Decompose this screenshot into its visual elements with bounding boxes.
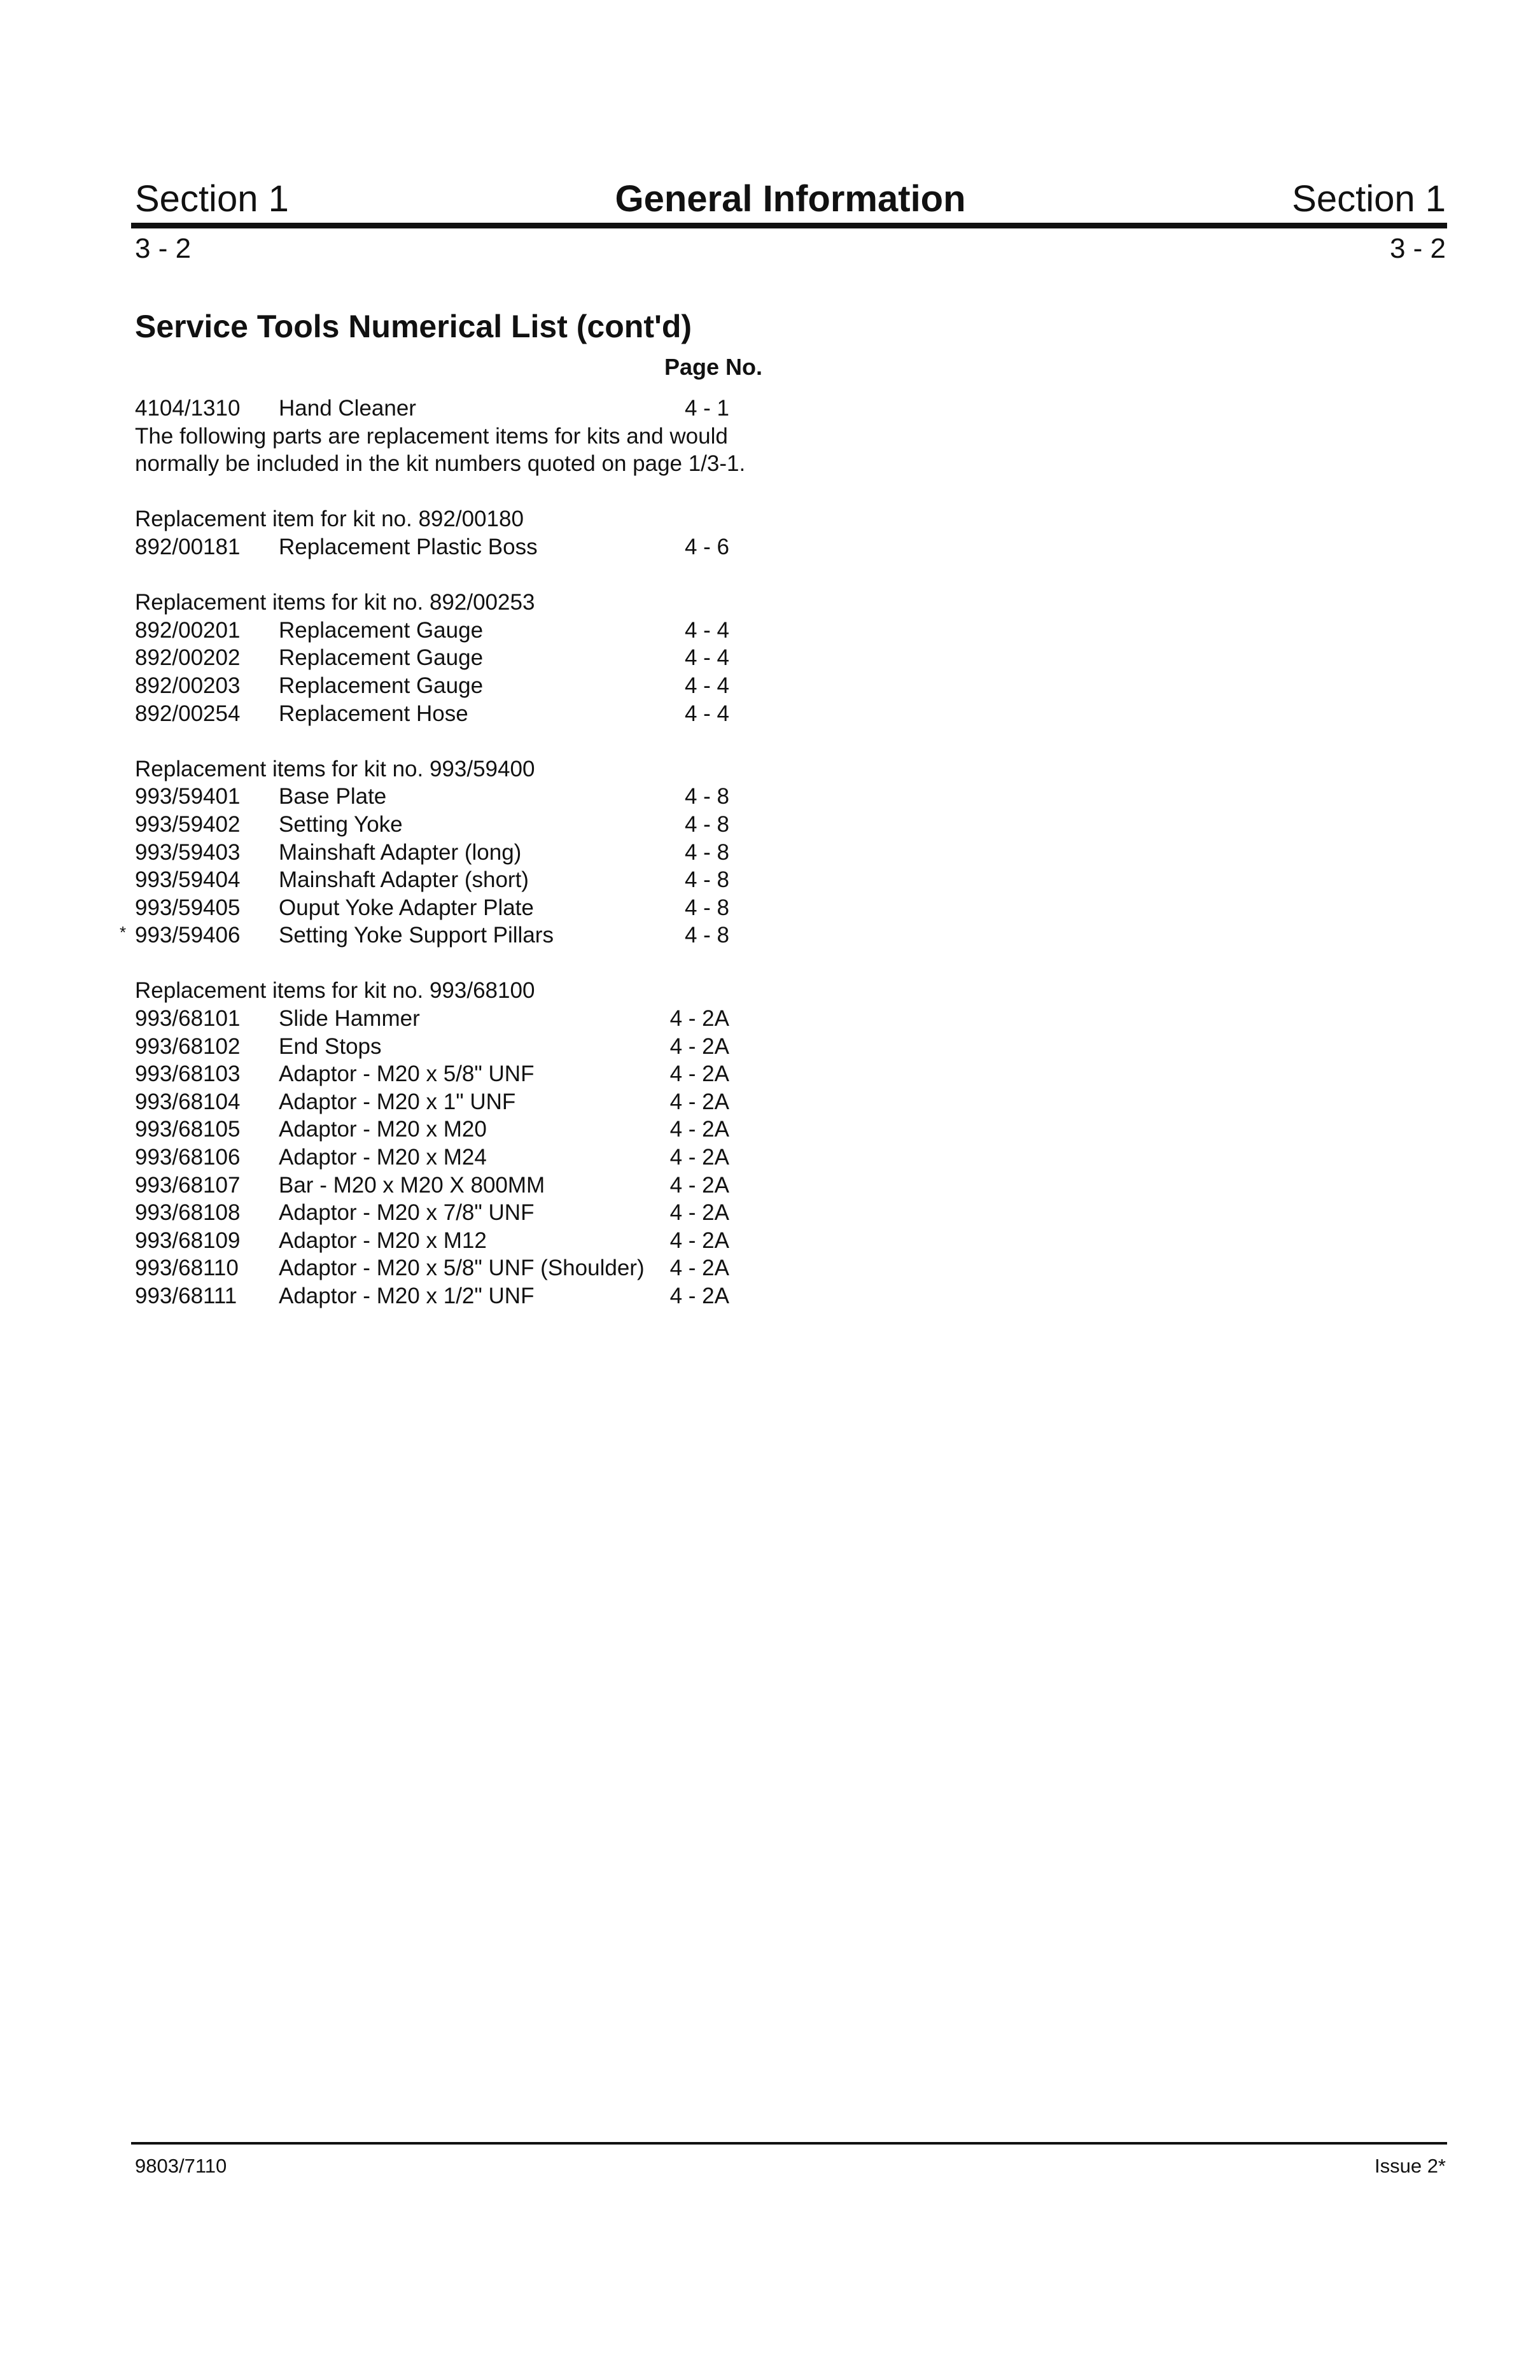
part-page: 4 - 4 bbox=[684, 701, 729, 726]
part-description: Replacement Plastic Boss bbox=[279, 534, 538, 559]
part-page: 4 - 2A bbox=[669, 1089, 729, 1114]
part-row bbox=[135, 1282, 771, 1310]
part-page: 4 - 4 bbox=[684, 645, 729, 671]
part-description: Setting Yoke Support Pillars bbox=[279, 923, 554, 948]
page-no-column-heading: Page No. bbox=[664, 354, 763, 380]
part-code: 993/68109 bbox=[135, 1228, 241, 1253]
part-description: Adaptor - M20 x 7/8" UNF bbox=[279, 1200, 535, 1226]
kit-group-heading: Replacement items for kit no. 993/68100 bbox=[135, 978, 535, 1004]
part-page: 4 - 2A bbox=[669, 1033, 729, 1059]
part-description: Setting Yoke bbox=[279, 811, 403, 837]
part-description: Base Plate bbox=[279, 784, 387, 809]
part-row bbox=[135, 1116, 771, 1144]
part-page: 4 - 2A bbox=[669, 1284, 729, 1308]
part-page: 4 - 8 bbox=[684, 867, 729, 893]
part-row bbox=[135, 783, 771, 811]
header-title: General Information bbox=[615, 178, 966, 220]
part-code: 993/68104 bbox=[135, 1089, 241, 1114]
part-row bbox=[135, 700, 771, 728]
part-code: 993/59406 bbox=[135, 923, 241, 948]
part-code: 892/00202 bbox=[135, 645, 241, 671]
part-description: Replacement Gauge bbox=[279, 673, 484, 698]
part-description: Replacement Gauge bbox=[279, 617, 484, 643]
part-page: 4 - 2A bbox=[669, 1145, 729, 1170]
kit-group-heading: Replacement items for kit no. 993/59400 bbox=[135, 756, 535, 781]
footer-issue: Issue 2* bbox=[1374, 2155, 1446, 2177]
part-row bbox=[135, 644, 771, 672]
part-page: 4 - 2A bbox=[669, 1172, 729, 1198]
part-description: Replacement Gauge bbox=[279, 645, 484, 671]
part-page: 4 - 8 bbox=[684, 784, 729, 809]
part-page: 4 - 2A bbox=[669, 1200, 729, 1226]
part-page: 4 - 4 bbox=[684, 617, 729, 643]
intro-paragraph: The following parts are replacement items for kits and would normally be included in the kit numbers quoted on page 1/3-1. bbox=[135, 423, 746, 477]
part-page: 4 - 8 bbox=[684, 923, 729, 948]
part-description: Adaptor - M20 x 5/8" UNF bbox=[279, 1061, 535, 1087]
part-code: 993/59401 bbox=[135, 784, 241, 809]
kit-group-heading: Replacement items for kit no. 892/00253 bbox=[135, 590, 535, 615]
part-row bbox=[135, 894, 771, 922]
part-code: 993/68101 bbox=[135, 1006, 241, 1032]
part-code: 993/68103 bbox=[135, 1061, 241, 1087]
part-description: Adaptor - M20 x M24 bbox=[279, 1145, 487, 1170]
part-row bbox=[135, 811, 771, 839]
header-section-right: Section 1 bbox=[1292, 178, 1446, 220]
part-page: 4 - 4 bbox=[684, 673, 729, 698]
part-row bbox=[135, 617, 771, 645]
part-row bbox=[135, 1199, 771, 1227]
footer-document-number: 9803/7110 bbox=[135, 2155, 227, 2177]
part-page: 4 - 2A bbox=[669, 1117, 729, 1142]
part-page: 4 - 8 bbox=[684, 811, 729, 837]
part-row bbox=[135, 1060, 771, 1088]
header-section-left: Section 1 bbox=[135, 178, 289, 220]
part-page: 4 - 2A bbox=[669, 1228, 729, 1253]
part-page: 4 - 6 bbox=[684, 534, 729, 559]
part-row bbox=[135, 672, 771, 700]
part-code: 4104/1310 bbox=[135, 396, 241, 421]
part-code: 993/59402 bbox=[135, 811, 241, 837]
part-page: 4 - 8 bbox=[684, 839, 729, 865]
footer-rule bbox=[131, 2142, 1447, 2145]
service-tools-list bbox=[120, 395, 771, 1310]
kit-group-heading: Replacement item for kit no. 892/00180 bbox=[135, 507, 524, 532]
page-header bbox=[135, 167, 1446, 224]
part-description: Replacement Hose bbox=[279, 701, 468, 726]
part-code: 993/68111 bbox=[135, 1284, 237, 1308]
page-title: Service Tools Numerical List (cont'd) bbox=[135, 309, 692, 344]
part-row bbox=[135, 1144, 771, 1172]
part-row bbox=[135, 1088, 771, 1116]
part-row bbox=[135, 1227, 771, 1255]
part-row bbox=[135, 866, 771, 894]
part-page: 4 - 8 bbox=[684, 895, 729, 920]
part-row bbox=[120, 921, 771, 949]
page-number-left: 3 - 2 bbox=[135, 233, 192, 264]
part-description: End Stops bbox=[279, 1033, 382, 1059]
group-spacer bbox=[135, 727, 771, 755]
page-number-right: 3 - 2 bbox=[1389, 233, 1446, 264]
part-page: 4 - 2A bbox=[669, 1256, 729, 1281]
part-description: Bar - M20 x M20 X 800MM bbox=[279, 1172, 545, 1198]
part-code: 993/68106 bbox=[135, 1145, 241, 1170]
part-description: Adaptor - M20 x 1/2" UNF bbox=[279, 1284, 535, 1308]
part-code: 892/00254 bbox=[135, 701, 241, 726]
part-description: Hand Cleaner bbox=[279, 396, 416, 421]
part-description: Adaptor - M20 x M12 bbox=[279, 1228, 487, 1253]
part-code: 993/68102 bbox=[135, 1033, 241, 1059]
part-row bbox=[135, 1172, 771, 1200]
part-code: 892/00181 bbox=[135, 534, 241, 559]
part-row bbox=[135, 1254, 771, 1282]
part-page: 4 - 1 bbox=[684, 396, 729, 421]
part-description: Mainshaft Adapter (long) bbox=[279, 839, 522, 865]
part-description: Ouput Yoke Adapter Plate bbox=[279, 895, 534, 920]
part-description: Adaptor - M20 x M20 bbox=[279, 1117, 487, 1142]
group-spacer bbox=[135, 949, 771, 977]
part-row bbox=[135, 533, 771, 561]
part-description: Slide Hammer bbox=[279, 1006, 420, 1032]
kit-groups bbox=[120, 478, 771, 1310]
part-row bbox=[135, 839, 771, 867]
part-page: 4 - 2A bbox=[669, 1006, 729, 1032]
part-code: 892/00201 bbox=[135, 617, 241, 643]
part-code: 993/68110 bbox=[135, 1256, 239, 1281]
part-code: 993/68107 bbox=[135, 1172, 241, 1198]
part-row bbox=[135, 1005, 771, 1033]
header-rule bbox=[131, 223, 1447, 228]
part-description: Adaptor - M20 x 5/8" UNF (Shoulder) bbox=[279, 1256, 645, 1281]
part-description: Mainshaft Adapter (short) bbox=[279, 867, 529, 893]
revision-marker: * bbox=[120, 923, 127, 942]
part-code: 993/68105 bbox=[135, 1117, 241, 1142]
part-code: 993/68108 bbox=[135, 1200, 241, 1226]
group-spacer bbox=[135, 561, 771, 589]
part-code: 892/00203 bbox=[135, 673, 241, 698]
part-code: 993/59404 bbox=[135, 867, 241, 893]
part-page: 4 - 2A bbox=[669, 1061, 729, 1087]
part-description: Adaptor - M20 x 1" UNF bbox=[279, 1089, 516, 1114]
part-code: 993/59403 bbox=[135, 839, 241, 865]
intro-row bbox=[135, 395, 771, 423]
part-row bbox=[135, 1033, 771, 1061]
part-code: 993/59405 bbox=[135, 895, 241, 920]
group-spacer bbox=[135, 478, 771, 506]
